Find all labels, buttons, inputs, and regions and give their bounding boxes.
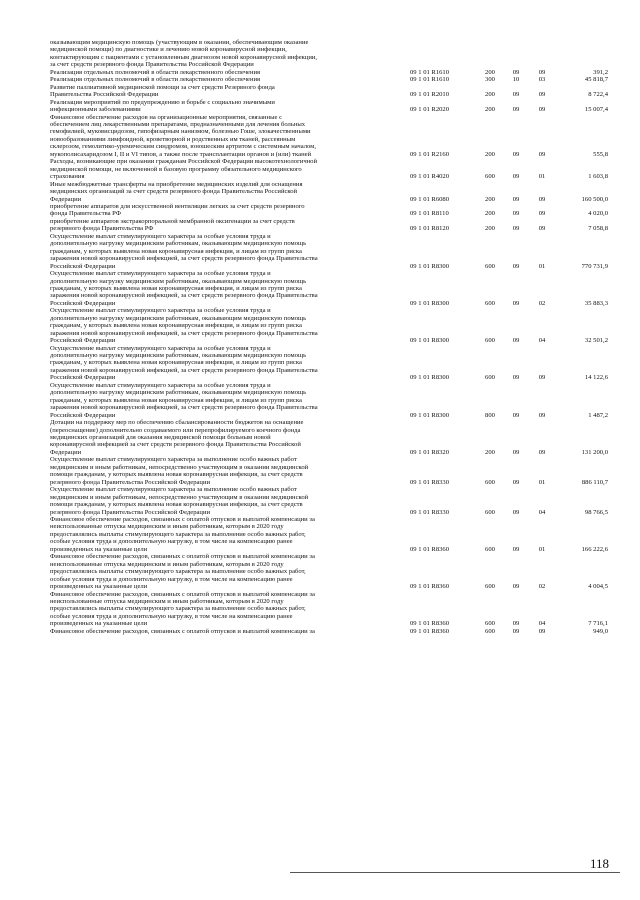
row-description: Осуществление выплат стимулирующего характера за выполнение особо важных работ медицинским и иным работникам, непосредственно участвующим в оказании медицинской помощи гражданам, у которых выявлена новая коронавирусная инфекция, за счет средств резервного фонда Правительства Российской Федерации — [50, 456, 309, 486]
row-description: Развитие паллиативной медицинской помощи за счет средств Резервного фонда Правительства Российской Федерации — [50, 83, 275, 99]
row-amount: 45 818,7 — [584, 76, 608, 84]
row-amount: 166 222,6 — [581, 545, 608, 553]
row-expense-type: 600 — [485, 545, 495, 553]
row-subsection: 09 — [538, 106, 546, 114]
row-subsection: 09 — [538, 91, 546, 99]
row-section: 09 — [512, 68, 520, 76]
row-section: 09 — [512, 374, 520, 382]
row-section: 09 — [512, 411, 520, 419]
row-subsection: 09 — [538, 68, 546, 76]
row-code: 09 1 01 R2160 — [410, 150, 450, 158]
table-row — [50, 591, 610, 628]
row-subsection: 09 — [538, 448, 546, 456]
row-expense-type: 600 — [485, 627, 495, 635]
row-section: 09 — [512, 299, 520, 307]
row-amount: 7 058,8 — [588, 225, 608, 233]
row-amount: 35 883,3 — [584, 299, 608, 307]
row-expense-type: 600 — [485, 173, 495, 181]
row-expense-type: 600 — [485, 583, 495, 591]
row-amount: 4 004,5 — [588, 583, 608, 591]
row-section: 09 — [512, 508, 520, 516]
row-description: Осуществление выплат стимулирующего характера за особые условия труда и дополнительную нагрузку медицинским работникам, оказывающим медицинскую помощь гражданам, у которых выявлена новая коронавирусная инфекция, и лицам из групп риска заражения новой коронавирусной инфекцией, за счет средств резервного фонда Правительства Российской Федерации — [50, 381, 318, 419]
row-subsection: 09 — [538, 374, 546, 382]
table-row — [50, 158, 610, 180]
table-row — [50, 382, 610, 419]
row-expense-type: 200 — [485, 225, 495, 233]
row-amount: 8 722,4 — [588, 91, 608, 99]
row-section: 09 — [512, 106, 520, 114]
table-row — [50, 218, 610, 233]
row-amount: 886 110,7 — [581, 478, 608, 486]
row-section: 09 — [512, 91, 520, 99]
row-description: Финансовое обеспечение расходов, связанных с оплатой отпусков и выплатой компенсации за неиспользованные отпуска медицинским и иным работникам, которым в 2020 году предоставлялись выплаты стимулирующего характера за выполнение особо важных работ, особые условия труда и дополнительную нагрузку, в том числе на компенсацию ранее произведенных на указанные цели — [50, 553, 315, 591]
row-subsection: 09 — [538, 210, 546, 218]
row-section: 09 — [512, 337, 520, 345]
row-section: 09 — [512, 210, 520, 218]
row-subsection: 01 — [538, 262, 546, 270]
row-code: 09 1 01 R4020 — [410, 173, 450, 181]
row-subsection: 04 — [538, 337, 546, 345]
table-row — [50, 203, 610, 218]
table-row — [50, 553, 610, 590]
row-amount: 15 007,4 — [584, 106, 608, 114]
row-expense-type: 600 — [485, 374, 495, 382]
table-row — [50, 456, 610, 486]
row-description: приобретение аппаратов для искусственной вентиляции легких за счет средств резервного фонда Правительства РФ — [50, 202, 305, 218]
page-number: 118 — [590, 856, 610, 871]
table-row — [50, 233, 610, 270]
table-row — [50, 76, 610, 83]
table-row — [50, 486, 610, 516]
row-expense-type: 200 — [485, 448, 495, 456]
row-amount: 131 200,0 — [581, 448, 608, 456]
table-row — [50, 84, 610, 99]
row-code: 09 1 01 R2020 — [410, 106, 450, 114]
table-row — [50, 419, 610, 456]
row-code: 09 1 01 R8360 — [410, 627, 450, 635]
row-code: 09 1 01 R8300 — [410, 337, 450, 345]
row-description: Осуществление выплат стимулирующего характера за особые условия труда и дополнительную нагрузку медицинским работникам, оказывающим медицинскую помощь гражданам, у которых выявлена новая коронавирусная инфекция, и лицам из групп риска заражения новой коронавирусной инфекцией, за счет средств резервного фонда Правительства Российской Федерации — [50, 270, 318, 307]
budget-table — [50, 39, 610, 635]
row-section: 10 — [512, 76, 520, 84]
row-amount: 1 603,8 — [588, 173, 608, 181]
row-section: 09 — [512, 262, 520, 270]
row-expense-type: 200 — [485, 106, 495, 114]
row-description: Дотации на поддержку мер по обеспечению сбалансированности бюджетов на оснащение (переоснащение) дополнительно создаваемого или перепрофилируемого коечного фонда медицинских организаций для оказания медицинской помощи больным новой коронавирусной инфекцией за счет средств резервного фонда Правительства Российской Федерации — [50, 419, 304, 456]
row-expense-type: 600 — [485, 337, 495, 345]
row-subsection: 09 — [538, 627, 546, 635]
row-amount: 949,0 — [593, 627, 608, 635]
row-section: 09 — [512, 478, 520, 486]
row-subsection: 04 — [538, 620, 546, 628]
row-code: 09 1 01 R1610 — [410, 68, 450, 76]
row-code: 09 1 01 R8360 — [410, 583, 450, 591]
row-code: 09 1 01 R1610 — [410, 76, 450, 84]
row-code: 09 1 01 R8360 — [410, 620, 450, 628]
row-code: 09 1 01 R8330 — [410, 508, 450, 516]
table-row — [50, 39, 610, 69]
table-row — [50, 181, 610, 203]
row-amount: 555,8 — [593, 150, 608, 158]
row-description: Финансовое обеспечение расходов, связанных с оплатой отпусков и выплатой компенсации за — [50, 627, 315, 635]
row-section: 09 — [512, 173, 520, 181]
row-section: 09 — [512, 150, 520, 158]
row-expense-type: 300 — [485, 76, 495, 84]
row-expense-type: 600 — [485, 478, 495, 486]
row-description: оказывающим медицинскую помощь (участвующим в оказании, обеспечивающим оказание медицинской помощи) по диагностике и лечению новой коронавирусной инфекции, контактирующим с пациентами с установленным диагнозом новой коронавирусной инфекции, за счет средств резервного фонда Правительства Российской Федерации — [50, 39, 318, 69]
row-expense-type: 600 — [485, 299, 495, 307]
row-code: 09 1 01 R8120 — [410, 225, 450, 233]
row-code: 09 1 01 R8300 — [410, 411, 450, 419]
row-expense-type: 600 — [485, 620, 495, 628]
row-description: Реализация мероприятий по предупреждению и борьбе с социально значимыми инфекционными заболеваниями — [50, 98, 275, 114]
row-description: Осуществление выплат стимулирующего характера за особые условия труда и дополнительную нагрузку медицинским работникам, оказывающим медицинскую помощь гражданам, у которых выявлена новая коронавирусная инфекция, и лицам из групп риска заражения новой коронавирусной инфекцией, за счет средств резервного фонда Правительства Российской Федерации — [50, 344, 318, 382]
row-subsection: 03 — [538, 76, 546, 84]
row-code: 09 1 01 R8330 — [410, 478, 450, 486]
row-section: 09 — [512, 545, 520, 553]
row-amount: 770 731,9 — [581, 262, 608, 270]
row-description: Осуществление выплат стимулирующего характера за особые условия труда и дополнительную нагрузку медицинским работникам, оказывающим медицинскую помощь гражданам, у которых выявлена новая коронавирусная инфекция, и лицам из групп риска заражения новой коронавирусной инфекцией, за счет средств резервного фонда Правительства Российской Федерации — [50, 232, 318, 270]
row-description: Реализация отдельных полномочий в области лекарственного обеспечения — [50, 68, 261, 76]
row-subsection: 09 — [538, 195, 546, 203]
row-subsection: 02 — [538, 299, 546, 307]
table-row — [50, 99, 610, 114]
row-expense-type: 200 — [485, 68, 495, 76]
row-subsection: 01 — [538, 478, 546, 486]
row-subsection: 09 — [538, 150, 546, 158]
row-description: Финансовое обеспечение расходов, связанных с оплатой отпусков и выплатой компенсации за неиспользованные отпуска медицинским и иным работникам, которым в 2020 году предоставлялись выплаты стимулирующего характера за выполнение особо важных работ, особые условия труда и дополнительную нагрузку, в том числе на компенсацию ранее произведенных на указанные цели — [50, 590, 315, 628]
row-amount: 98 766,5 — [584, 508, 608, 516]
row-code: 09 1 01 R8320 — [410, 448, 450, 456]
row-subsection: 01 — [538, 545, 546, 553]
table-row — [50, 69, 610, 76]
row-subsection: 01 — [538, 173, 546, 181]
row-expense-type: 800 — [485, 411, 495, 419]
row-expense-type: 600 — [485, 262, 495, 270]
row-code: 09 1 01 R8300 — [410, 374, 450, 382]
row-amount: 1 487,2 — [588, 411, 608, 419]
row-expense-type: 600 — [485, 508, 495, 516]
row-section: 09 — [512, 225, 520, 233]
row-description: приобретение аппаратов экстракорпоральной мембранной оксигенации за счет средств резервного фонда Правительства РФ — [50, 217, 295, 233]
row-code: 09 1 01 R6080 — [410, 195, 450, 203]
bottom-rule — [290, 872, 620, 873]
row-code: 09 1 01 R8300 — [410, 262, 450, 270]
row-section: 09 — [512, 627, 520, 635]
row-description: Реализация отдельных полномочий в области лекарственного обеспечения — [50, 76, 261, 84]
table-row — [50, 516, 610, 553]
row-amount: 7 716,1 — [588, 620, 608, 628]
row-description: Финансовое обеспечение расходов на организационные мероприятия, связанные с обеспечением лиц лекарственными препаратами, предназначенными для лечения больных гемофилией, муковисцидозом, гипофизарным нанизмом, болезнью Гоше, злокачественными новообразованиями лимфоидной, кроветворной и родственных им тканей, рассеянным склерозом, гемолитико-уремическим синдромом, юношеским артритом с системным началом, мукополисахаридозом I, II и VI типов, а также после трансплантации органов и (или) тканей — [50, 113, 316, 158]
row-expense-type: 200 — [485, 150, 495, 158]
row-description: Осуществление выплат стимулирующего характера за особые условия труда и дополнительную нагрузку медицинским работникам, оказывающим медицинскую помощь гражданам, у которых выявлена новая коронавирусная инфекция, и лицам из групп риска заражения новой коронавирусной инфекцией, за счет средств резервного фонда Правительства Российской Федерации — [50, 307, 318, 345]
row-code: 09 1 01 R8300 — [410, 299, 450, 307]
row-description: Осуществление выплат стимулирующего характера за выполнение особо важных работ медицинским и иным работникам, непосредственно участвующим в оказании медицинской помощи гражданам, у которых выявлена новая коронавирусная инфекция, за счет средств резервного фонда Правительства Российской Федерации — [50, 486, 309, 516]
row-section: 09 — [512, 448, 520, 456]
row-amount: 4 020,0 — [588, 210, 608, 218]
table-row — [50, 628, 610, 635]
row-section: 09 — [512, 583, 520, 591]
row-expense-type: 200 — [485, 195, 495, 203]
row-description: Расходы, возникающие при оказании гражданам Российской Федерации высокотехнологичной медицинской помощи, не включенной в базовую программу обязательного медицинского страхования — [50, 158, 317, 181]
row-section: 09 — [512, 620, 520, 628]
row-subsection: 09 — [538, 411, 546, 419]
row-subsection: 02 — [538, 583, 546, 591]
row-expense-type: 200 — [485, 210, 495, 218]
row-amount: 391,2 — [593, 68, 608, 76]
table-row — [50, 307, 610, 344]
table-row — [50, 114, 610, 159]
row-section: 09 — [512, 195, 520, 203]
row-amount: 32 501,2 — [584, 337, 608, 345]
row-code: 09 1 01 R2010 — [410, 91, 450, 99]
table-row — [50, 270, 610, 307]
row-subsection: 09 — [538, 225, 546, 233]
table-row — [50, 345, 610, 382]
row-expense-type: 200 — [485, 91, 495, 99]
row-amount: 160 500,0 — [581, 195, 608, 203]
row-code: 09 1 01 R8360 — [410, 545, 450, 553]
row-description: Финансовое обеспечение расходов, связанных с оплатой отпусков и выплатой компенсации за неиспользованные отпуска медицинским и иным работникам, которым в 2020 году предоставлялись выплаты стимулирующего характера за выполнение особо важных работ, особые условия труда и дополнительную нагрузку, в том числе на компенсацию ранее произведенных на указанные цели — [50, 516, 315, 553]
row-code: 09 1 01 R8110 — [410, 210, 449, 218]
row-description: Иные межбюджетные трансферты на приобретение медицинских изделий для оснащения медицинских организаций за счет средств резервного фонда Правительства Российской Федерации — [50, 180, 303, 203]
row-subsection: 04 — [538, 508, 546, 516]
row-amount: 14 122,6 — [584, 374, 608, 382]
